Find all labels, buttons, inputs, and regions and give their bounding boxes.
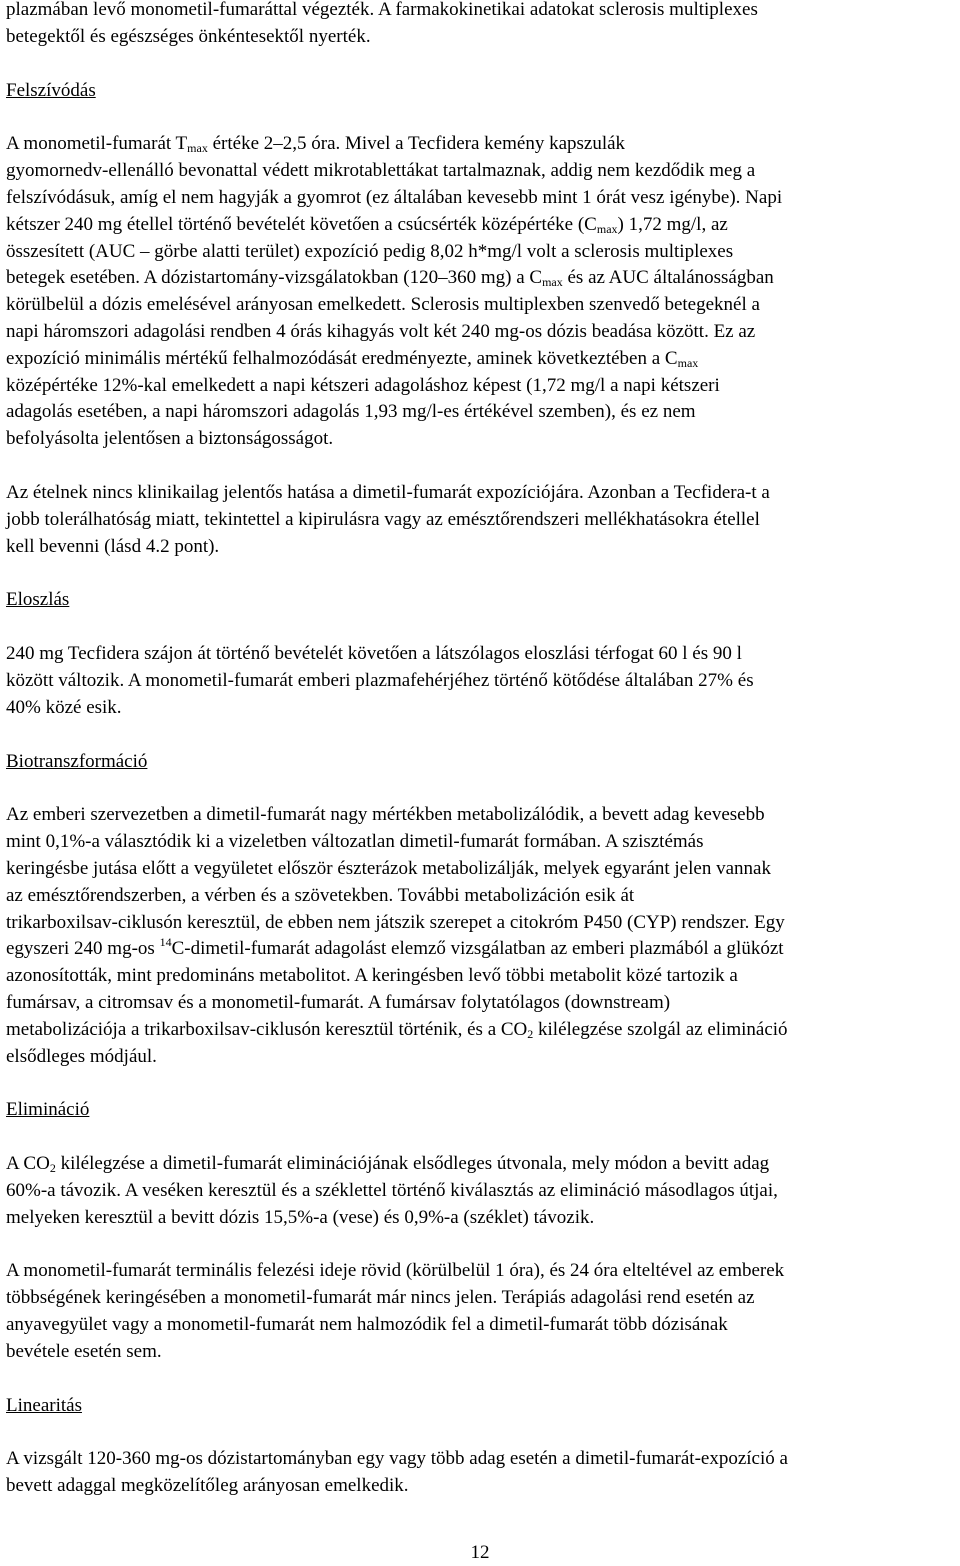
text-run: metabolizációja a trikarboxilsav-ciklusón keresztül történik, és a CO	[6, 1018, 528, 1040]
text-line: fumársav, a citromsav és a monometil-fumarát. A fumársav folytatólagos (downstream)	[6, 991, 671, 1013]
text-run: A CO	[6, 1153, 50, 1175]
text-run: értéke 2–2,5 óra. Mivel a Tecfidera kemény kapszulák	[207, 133, 626, 155]
subscript: max	[596, 221, 618, 236]
text-run: egyszeri 240 mg-os	[6, 938, 160, 960]
text-line: anyavegyület vagy a monometil-fumarát nem halmozódik fel a dimetil-fumarát több dózisának	[6, 1314, 728, 1336]
text-line: keringésbe jutása előtt a vegyületet először észterázok metabolizálják, melyek egyaránt jelen vannak	[6, 857, 771, 879]
text-run: A monometil-fumarát T	[6, 133, 188, 155]
text-line: gyomornedv-ellenálló bevonattal védett mikrotablettákat tartalmaznak, addig nem kezdődik meg a	[6, 160, 756, 182]
distribution-heading: Eloszlás	[6, 589, 70, 611]
subscript: 2	[49, 1161, 56, 1176]
text-line: befolyásolta jelentősen a biztonságosságot.	[6, 428, 334, 450]
text-line: bevétele esetén sem.	[6, 1340, 162, 1362]
text-run: kilélegzése a dimetil-fumarát eliminációjának elsődleges útvonala, mely módon a bevitt adag	[55, 1153, 770, 1175]
text-line: összesített (AUC – görbe alatti terület) expozíció pedig 8,02 h*mg/l volt a sclerosis multiplexes	[6, 240, 734, 262]
intro-line-1: plazmában levő monometil-fumaráttal végezték. A farmakokinetikai adatokat sclerosis multiplexes	[6, 0, 758, 20]
text-line: elsődleges módjául.	[6, 1045, 157, 1067]
biotransformation-paragraph	[6, 802, 956, 1070]
text-run: C-dimetil-fumarát adagolást elemző vizsgálatban az emberi plazmából a glükózt	[171, 938, 784, 960]
text-run: ) 1,72 mg/l, az	[617, 213, 728, 235]
subscript: max	[542, 275, 563, 290]
text-line: 60%-a távozik. A veséken keresztül és a széklettel történő kiválasztás az elimináció másodlagos útjai,	[6, 1179, 778, 1201]
text-line: az emésztőrendszerben, a vérben és a szövetekben. További metabolizáción esik át	[6, 884, 635, 906]
text-line: Az emberi szervezetben a dimetil-fumarát nagy mértékben metabolizálódik, a bevett adag kevesebb	[6, 804, 765, 826]
absorption-paragraph-2	[6, 480, 956, 560]
elimination-paragraph-2	[6, 1258, 956, 1365]
text-line: A vizsgált 120-360 mg-os dózistartományban egy vagy több adag esetén a dimetil-fumarát-expozíció a	[6, 1448, 788, 1470]
text-line: adagolás esetében, a napi háromszori adagolás 1,93 mg/l-es értékével szemben), és ez nem	[6, 401, 696, 423]
elimination-heading: Elimináció	[6, 1099, 90, 1121]
subscript: 2	[527, 1026, 534, 1041]
text-line: 240 mg Tecfidera szájon át történő bevételét követően a látszólagos eloszlási térfogat 60 l és 90 l	[6, 643, 742, 665]
intro-paragraph	[6, 0, 956, 51]
linearity-heading: Linearitás	[6, 1394, 82, 1416]
text-run: betegek esetében. A dózistartomány-vizsgálatokban (120–360 mg) a C	[6, 267, 543, 289]
text-run: expozíció minimális mértékű felhalmozódását eredményezte, aminek következtében a C	[6, 347, 678, 369]
biotransformation-heading: Biotranszformáció	[6, 750, 148, 772]
linearity-paragraph	[6, 1446, 956, 1500]
distribution-paragraph	[6, 641, 956, 721]
page-number: 12	[470, 1542, 490, 1563]
subscript: max	[187, 141, 208, 156]
text-run: és az AUC általánosságban	[562, 267, 774, 289]
text-line: napi háromszori adagolási rendben 4 órás kihagyás volt két 240 mg-os dózis beadása között. Ez az	[6, 320, 756, 342]
text-line: többségének keringésében a monometil-fumarát már nincs jelen. Terápiás adagolási rend esetén az	[6, 1287, 755, 1309]
superscript: 14	[159, 935, 172, 950]
text-line: A monometil-fumarát terminális felezési ideje rövid (körülbelül 1 óra), és 24 óra elteltével az emberek	[6, 1260, 785, 1282]
text-line: mint 0,1%-a választódik ki a vizeletben változatlan dimetil-fumarát formában. A szisztémás	[6, 831, 704, 853]
absorption-paragraph-1	[6, 131, 956, 453]
text-line: 40% közé esik.	[6, 696, 122, 718]
absorption-heading: Felszívódás	[6, 79, 96, 101]
subscript: max	[677, 355, 699, 370]
text-line: azonosították, mint predomináns metabolitot. A keringésben levő többi metabolit közé tartozik a	[6, 965, 738, 987]
text-run: kilélegzése szolgál az elimináció	[533, 1018, 788, 1040]
text-line: között változik. A monometil-fumarát emberi plazmafehérjéhez történő kötődése általában 27% és	[6, 669, 754, 691]
elimination-paragraph-1	[6, 1151, 956, 1231]
text-line: melyeken keresztül a bevitt dózis 15,5%-a (vese) és 0,9%-a (széklet) távozik.	[6, 1206, 595, 1228]
text-line: középértéke 12%-kal emelkedett a napi kétszeri adagoláshoz képest (1,72 mg/l a napi kétszeri	[6, 374, 720, 396]
text-line: kell bevenni (lásd 4.2 pont).	[6, 535, 220, 557]
text-line: körülbelül a dózis emelésével arányosan emelkedett. Sclerosis multiplexben szenvedő betegeknél a	[6, 294, 760, 316]
document-page	[6, 0, 956, 1500]
text-line: Az ételnek nincs klinikailag jelentős hatása a dimetil-fumarát expozíciójára. Azonban a Tecfidera-t a	[6, 481, 770, 503]
text-line: felszívódásuk, amíg el nem hagyják a gyomrot (ez általában kevesebb mint 1 órát vesz igénybe). Napi	[6, 186, 783, 208]
text-line: trikarboxilsav-ciklusón keresztül, de ebben nem játszik szerepet a citokróm P450 (CYP) rendszer. Egy	[6, 911, 785, 933]
text-run: kétszer 240 mg étellel történő bevételét követően a csúcsérték középértéke (C	[6, 213, 597, 235]
text-line: jobb tolerálhatóság miatt, tekintettel a kipirulásra vagy az emésztőrendszeri mellékhatásokra étellel	[6, 508, 760, 530]
text-line: bevett adaggal megközelítőleg arányosan emelkedik.	[6, 1475, 409, 1497]
intro-line-2: betegektől és egészséges önkéntesektől nyerték.	[6, 25, 371, 47]
